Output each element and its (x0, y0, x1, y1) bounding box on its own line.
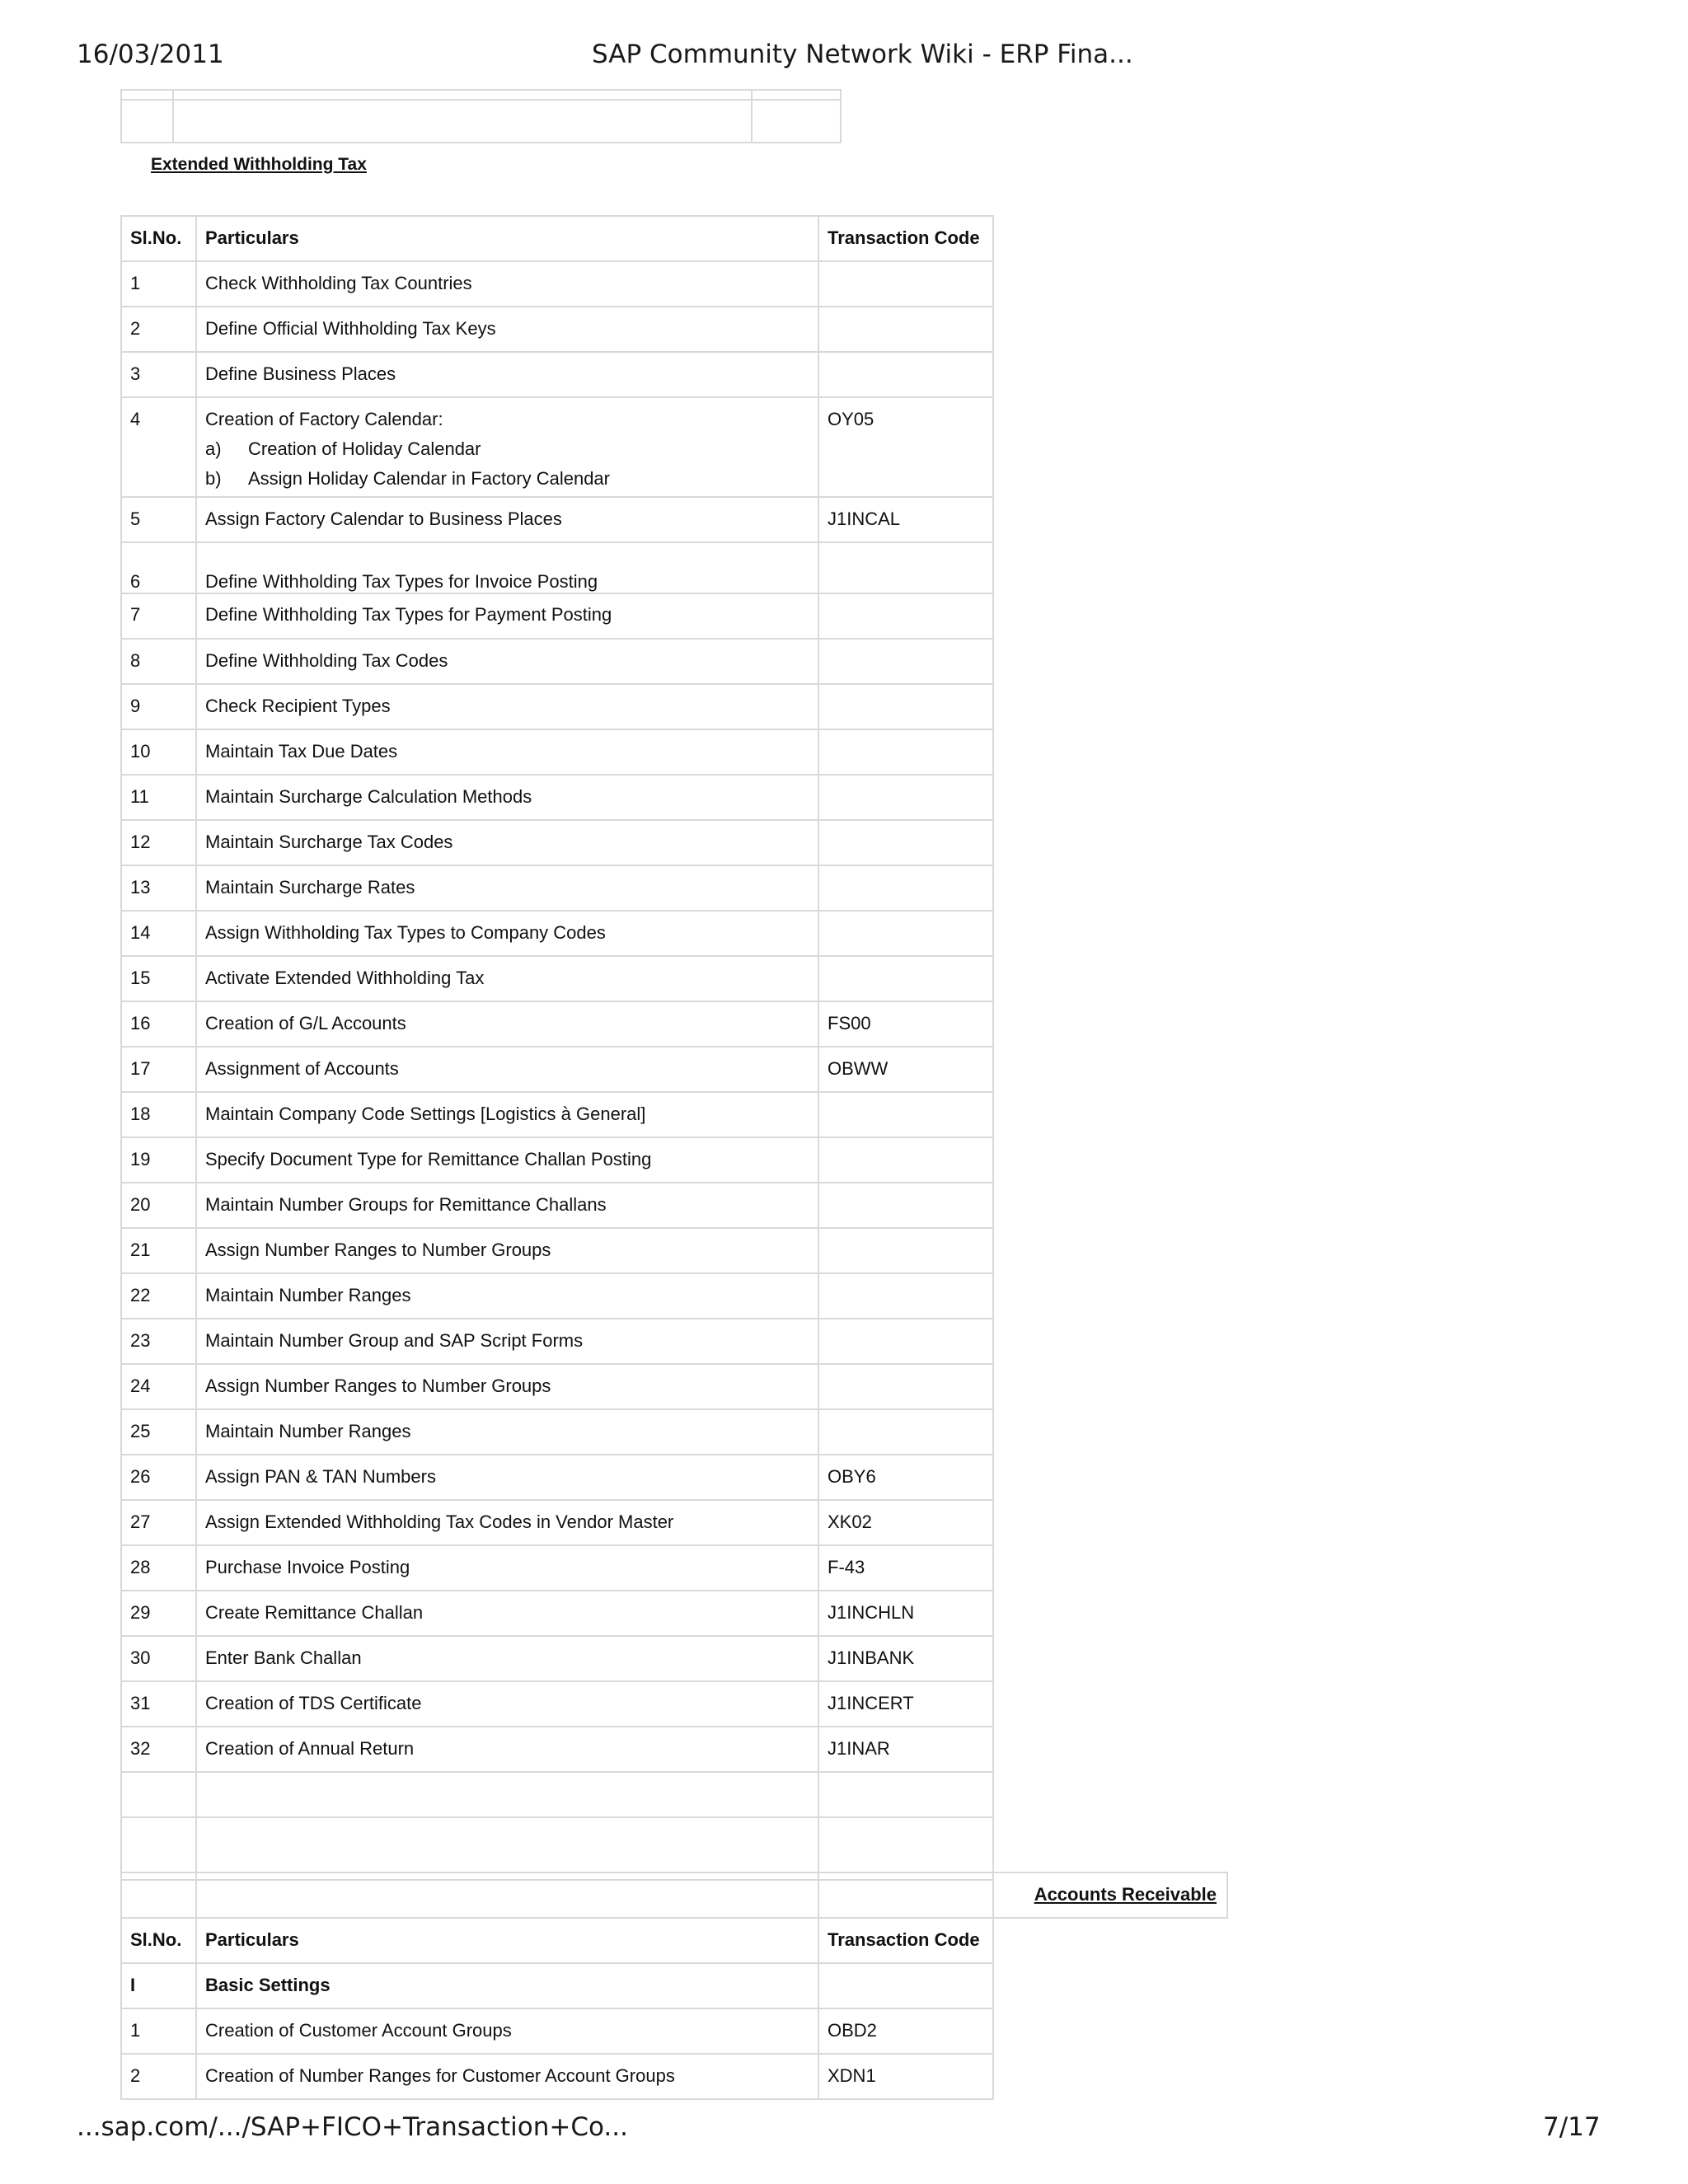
section-label: Basic Settings (196, 1963, 818, 2008)
row-number: 26 (121, 1455, 196, 1500)
row-number: 2 (121, 2054, 196, 2099)
page-url: ...sap.com/.../SAP+FICO+Transaction+Co... (77, 2112, 628, 2142)
row-number: 31 (121, 1681, 196, 1727)
stub-cell (173, 100, 752, 143)
ar-title-row (121, 1872, 1227, 1918)
empty-row (121, 1817, 993, 1880)
row-number: 4 (121, 397, 196, 497)
empty-cell (121, 1817, 196, 1880)
row-transaction-code: FS00 (818, 1001, 993, 1047)
table-row (121, 307, 993, 352)
row-particulars: Assign Number Ranges to Number Groups (196, 1364, 818, 1409)
row-number: 8 (121, 639, 196, 684)
print-date: 16/03/2011 (77, 40, 224, 69)
row-transaction-code: F-43 (818, 1545, 993, 1591)
sub-item (205, 438, 809, 460)
empty-cell (196, 1817, 818, 1880)
row-transaction-code (818, 1228, 993, 1273)
empty-cell (196, 1872, 818, 1918)
table-row (121, 1591, 993, 1636)
table-row (121, 1636, 993, 1681)
row-transaction-code: J1INAR (818, 1727, 993, 1772)
row-number: 24 (121, 1364, 196, 1409)
table-row (121, 1681, 993, 1727)
table-row (121, 639, 993, 684)
row-number: 15 (121, 956, 196, 1001)
row-number: 19 (121, 1137, 196, 1183)
row-number: 23 (121, 1319, 196, 1364)
row-particulars: Maintain Number Groups for Remittance Challans (196, 1183, 818, 1228)
row-transaction-code (818, 729, 993, 775)
empty-cell (818, 1963, 993, 2008)
row-number: 18 (121, 1092, 196, 1137)
table-row (121, 1228, 993, 1273)
table-row (121, 1183, 993, 1228)
row-particulars: Define Withholding Tax Types for Payment Posting (196, 593, 818, 639)
row-transaction-code: XDN1 (818, 2054, 993, 2099)
blank-cell (993, 1963, 1227, 2008)
row-transaction-code (818, 820, 993, 865)
row-particulars: Assign Extended Withholding Tax Codes in Vendor Master (196, 1500, 818, 1545)
sub-item-text: Creation of Holiday Calendar (248, 438, 481, 459)
row-number: 21 (121, 1228, 196, 1273)
table-row (121, 1273, 993, 1319)
row-number: 14 (121, 911, 196, 956)
table-row (121, 593, 993, 639)
row-transaction-code: J1INBANK (818, 1636, 993, 1681)
row-transaction-code: XK02 (818, 1500, 993, 1545)
table-row (121, 542, 993, 593)
row-transaction-code (818, 1092, 993, 1137)
table-row (121, 1455, 993, 1500)
row-transaction-code (818, 1319, 993, 1364)
row-number: 11 (121, 775, 196, 820)
row-transaction-code (818, 684, 993, 729)
row-particulars: Activate Extended Withholding Tax (196, 956, 818, 1001)
row-number: 1 (121, 261, 196, 307)
row-particulars: Creation of Customer Account Groups (196, 2008, 818, 2054)
row-particulars: Specify Document Type for Remittance Challan Posting (196, 1137, 818, 1183)
row-particulars: Creation of G/L Accounts (196, 1001, 818, 1047)
row-transaction-code: J1INCHLN (818, 1591, 993, 1636)
row-number: 27 (121, 1500, 196, 1545)
table-row (121, 1545, 993, 1591)
sub-item (205, 468, 809, 490)
empty-cell (818, 1872, 993, 1918)
table-row (121, 2008, 1227, 2054)
table-row (121, 1319, 993, 1364)
section-title-ewt: Extended Withholding Tax (151, 155, 367, 174)
page-title: SAP Community Network Wiki - ERP Fina... (592, 40, 1133, 69)
row-transaction-code (818, 911, 993, 956)
row-transaction-code (818, 1183, 993, 1228)
table-row (121, 1047, 993, 1092)
row-transaction-code (818, 542, 993, 593)
row-particulars: Define Withholding Tax Types for Invoice Posting (196, 542, 818, 593)
table-row (121, 1409, 993, 1455)
table-row (121, 684, 993, 729)
row-transaction-code (818, 956, 993, 1001)
stub-cell (173, 90, 752, 100)
empty-cell (196, 1772, 818, 1817)
table-row (121, 2054, 1227, 2099)
row-number: 22 (121, 1273, 196, 1319)
empty-cell (818, 1817, 993, 1880)
table-row (121, 820, 993, 865)
row-transaction-code: OY05 (818, 397, 993, 497)
row-particulars: Maintain Surcharge Tax Codes (196, 820, 818, 865)
row-transaction-code: J1INCERT (818, 1681, 993, 1727)
row-particulars: Define Business Places (196, 352, 818, 397)
empty-cell (121, 1772, 196, 1817)
table-row (121, 352, 993, 397)
stub-cell (752, 90, 841, 100)
row-transaction-code (818, 1137, 993, 1183)
blank-cell (993, 2008, 1227, 2054)
column-header-slno: Sl.No. (121, 216, 196, 261)
row-particulars: Maintain Number Group and SAP Script Forms (196, 1319, 818, 1364)
ewt-table (120, 215, 994, 1881)
row-transaction-code (818, 1409, 993, 1455)
row-number: 1 (121, 2008, 196, 2054)
sub-item-text: Assign Holiday Calendar in Factory Calendar (248, 468, 610, 489)
row-particulars: Creation of TDS Certificate (196, 1681, 818, 1727)
table-header-row (121, 1918, 1227, 1963)
row-number: 2 (121, 307, 196, 352)
previous-table-stub (120, 89, 842, 143)
row-number: 25 (121, 1409, 196, 1455)
row-particulars: Check Recipient Types (196, 684, 818, 729)
row-particulars: Assign Withholding Tax Types to Company Codes (196, 911, 818, 956)
row-particulars: Maintain Tax Due Dates (196, 729, 818, 775)
page-number: 7/17 (1543, 2112, 1601, 2142)
row-particulars: Maintain Surcharge Rates (196, 865, 818, 911)
column-header-slno: Sl.No. (121, 1918, 196, 1963)
row-transaction-code: OBWW (818, 1047, 993, 1092)
table-row (121, 956, 993, 1001)
table-row (121, 775, 993, 820)
table-row (121, 1727, 993, 1772)
empty-cell (121, 1872, 196, 1918)
row-transaction-code (818, 352, 993, 397)
row-number: 28 (121, 1545, 196, 1591)
table-row (121, 397, 993, 497)
row-transaction-code (818, 639, 993, 684)
row-particulars: Define Withholding Tax Codes (196, 639, 818, 684)
section-row (121, 1963, 1227, 2008)
row-transaction-code (818, 775, 993, 820)
row-number: 13 (121, 865, 196, 911)
row-transaction-code (818, 1273, 993, 1319)
table-row (121, 497, 993, 542)
row-transaction-code (818, 1364, 993, 1409)
empty-row (121, 1772, 993, 1817)
row-number: 5 (121, 497, 196, 542)
row-transaction-code (818, 307, 993, 352)
column-header-transaction-code: Transaction Code (818, 1918, 993, 1963)
row-particulars-main: Creation of Factory Calendar: (205, 409, 443, 429)
table-row (121, 865, 993, 911)
row-transaction-code (818, 593, 993, 639)
blank-cell (993, 2054, 1227, 2099)
row-number: 16 (121, 1001, 196, 1047)
row-particulars: Creation of Annual Return (196, 1727, 818, 1772)
row-number: 32 (121, 1727, 196, 1772)
sub-item-key: b) (205, 468, 222, 489)
row-particulars: Check Withholding Tax Countries (196, 261, 818, 307)
column-header-particulars: Particulars (196, 1918, 818, 1963)
row-particulars: Create Remittance Challan (196, 1591, 818, 1636)
row-particulars: Define Official Withholding Tax Keys (196, 307, 818, 352)
row-number: 3 (121, 352, 196, 397)
row-transaction-code: OBY6 (818, 1455, 993, 1500)
row-number: 10 (121, 729, 196, 775)
row-particulars: Assign PAN & TAN Numbers (196, 1455, 818, 1500)
row-particulars: Assignment of Accounts (196, 1047, 818, 1092)
row-particulars: Maintain Company Code Settings [Logistics à General] (196, 1092, 818, 1137)
row-number: 6 (121, 542, 196, 593)
table-row (121, 911, 993, 956)
row-particulars: Maintain Number Ranges (196, 1409, 818, 1455)
stub-cell (121, 90, 173, 100)
empty-cell (818, 1772, 993, 1817)
row-number: 12 (121, 820, 196, 865)
row-transaction-code: OBD2 (818, 2008, 993, 2054)
table-header-row (121, 216, 993, 261)
table-row (121, 261, 993, 307)
row-number: 7 (121, 593, 196, 639)
row-particulars: Assign Factory Calendar to Business Places (196, 497, 818, 542)
blank-cell (993, 1918, 1227, 1963)
row-particulars: Maintain Surcharge Calculation Methods (196, 775, 818, 820)
table-row (121, 1001, 993, 1047)
row-particulars: Creation of Number Ranges for Customer Account Groups (196, 2054, 818, 2099)
row-particulars: Maintain Number Ranges (196, 1273, 818, 1319)
stub-cell (752, 100, 841, 143)
row-transaction-code: J1INCAL (818, 497, 993, 542)
row-transaction-code (818, 865, 993, 911)
table-row (121, 1092, 993, 1137)
ar-table (120, 1872, 1228, 2100)
table-row (121, 1500, 993, 1545)
row-number: 29 (121, 1591, 196, 1636)
row-number: 17 (121, 1047, 196, 1092)
row-number: 30 (121, 1636, 196, 1681)
row-number: 9 (121, 684, 196, 729)
row-number: 20 (121, 1183, 196, 1228)
stub-cell (121, 100, 173, 143)
row-particulars: Purchase Invoice Posting (196, 1545, 818, 1591)
column-header-transaction-code: Transaction Code (818, 216, 993, 261)
sub-item-key: a) (205, 438, 222, 459)
table-row (121, 729, 993, 775)
table-row (121, 1364, 993, 1409)
table-row (121, 1137, 993, 1183)
column-header-particulars: Particulars (196, 216, 818, 261)
row-particulars: Enter Bank Challan (196, 1636, 818, 1681)
row-particulars (196, 397, 818, 497)
section-number: I (121, 1963, 196, 2008)
row-transaction-code (818, 261, 993, 307)
row-particulars: Assign Number Ranges to Number Groups (196, 1228, 818, 1273)
section-title-ar: Accounts Receivable (993, 1872, 1227, 1918)
